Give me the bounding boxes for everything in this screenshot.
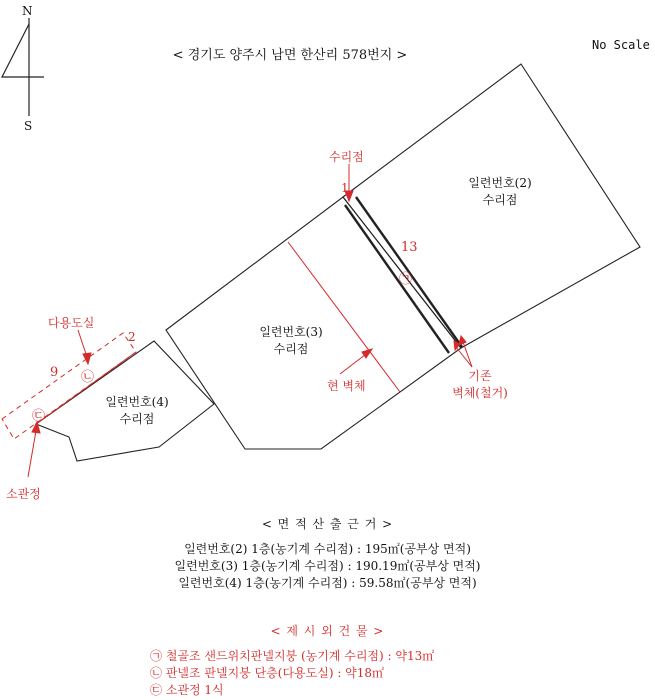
existing-wall-subtitle: 벽체(철거) <box>452 386 508 400</box>
current-wall-label: 현 벽체 <box>327 379 366 393</box>
building-4-title: 일련번호(4) <box>105 395 169 409</box>
building-3-label <box>246 324 336 358</box>
dayong-label: 다용도실 <box>48 316 95 330</box>
north-arrow-icon <box>2 18 44 116</box>
area-basis-line-3: 일련번호(4) 1층(농기계 수리점) : 59.58㎡(공부상 면적) <box>178 576 477 590</box>
building-3-title: 일련번호(3) <box>259 325 323 339</box>
excluded-line-2: ㉡ 판넬조 판넬지붕 단층(다용도실) : 약18㎡ <box>150 666 385 680</box>
area-basis-title: < 면 적 산 출 근 거 > <box>261 517 394 531</box>
current-wall-line <box>288 242 400 392</box>
building-2-label <box>455 175 545 209</box>
building-4-subtitle: 수리점 <box>119 412 155 426</box>
excluded-title: < 제 시 외 건 물 > <box>270 624 385 638</box>
existing-wall-title: 기존 <box>468 369 492 383</box>
excluded-line-3: ㉢ 소관정 1식 <box>150 683 224 697</box>
building-3-outline <box>166 197 461 449</box>
area-basis-line-1: 일련번호(2) 1층(농기계 수리점) : 195㎡(공부상 면적) <box>184 542 471 556</box>
scale-note: No Scale <box>592 38 650 52</box>
excluded-line-1: ㉠ 철골조 샌드위치판넬지붕 (농기계 수리점) : 약13㎡ <box>150 649 435 663</box>
segment-9-label: 9 <box>50 365 59 380</box>
page-title: < 경기도 양주시 남면 한산리 578번지 > <box>172 48 408 63</box>
suri-point-label: 수리점 <box>329 150 364 164</box>
building-4-label <box>92 394 182 428</box>
building-2-title: 일련번호(2) <box>468 176 532 190</box>
existing-wall-label <box>440 368 520 402</box>
building-2-subtitle: 수리점 <box>482 193 518 207</box>
mark-b-icon: ㉡ <box>81 370 95 385</box>
arrowhead-current-wall <box>362 349 372 358</box>
leader-existing-wall-a <box>456 347 472 367</box>
segment-2-label: 2 <box>128 330 136 344</box>
mark-c-icon: ㉢ <box>32 409 46 424</box>
leader-existing-wall-b <box>463 342 472 367</box>
arrowhead-existing-wall-b <box>459 336 466 345</box>
mark-a-icon: ㉠ <box>399 272 413 287</box>
compass-south-label: S <box>24 119 33 133</box>
segment-13-label: 13 <box>401 240 418 255</box>
sogwanjeong-label: 소관정 <box>6 487 41 501</box>
building-3-subtitle: 수리점 <box>273 342 309 356</box>
compass-north-label: N <box>22 4 33 18</box>
area-basis-line-2: 일련번호(3) 1층(농기계 수리점) : 190.19㎡(공부상 면적) <box>174 559 481 573</box>
arrowhead-dayong <box>83 353 91 364</box>
segment-1-label: 1 <box>341 181 349 195</box>
